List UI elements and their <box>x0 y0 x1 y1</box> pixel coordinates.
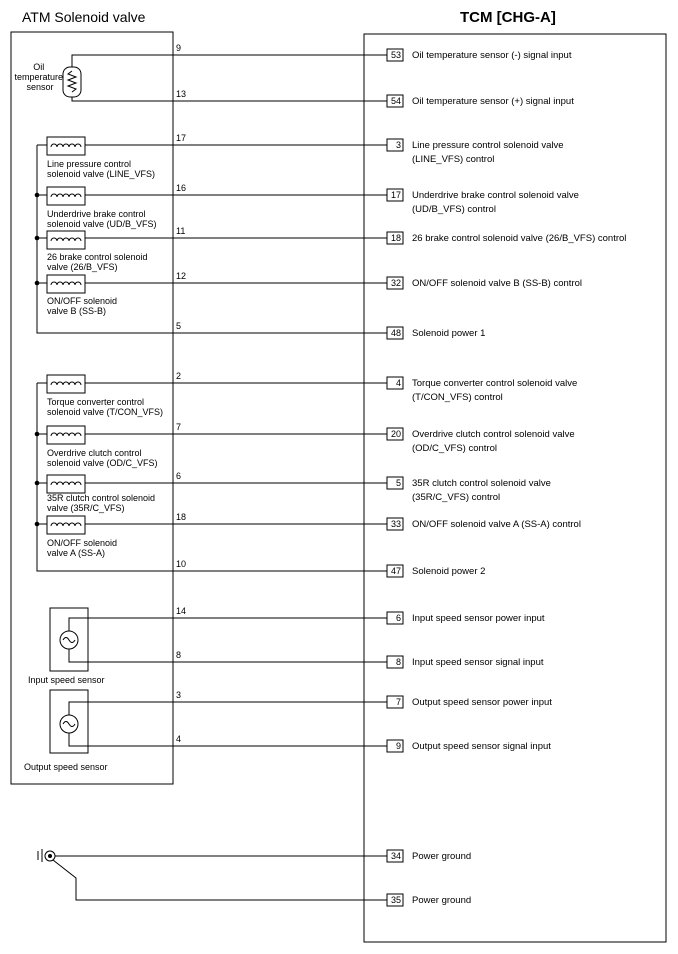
tcm-pin-number: 54 <box>390 96 401 106</box>
junction-dot <box>35 481 40 486</box>
solenoid-torque-converter <box>47 375 163 417</box>
tcm-pin-label: Power ground <box>412 851 472 862</box>
solenoid-group-1 <box>35 137 387 333</box>
tcm-pin-label: Solenoid power 1 <box>412 328 486 339</box>
tcm-pin-number: 48 <box>390 328 401 338</box>
svg-text:Overdrive clutch controlsoleno: Overdrive clutch control solenoid valve (OD/C_VFS) <box>47 448 158 468</box>
wire-number: 2 <box>176 371 182 381</box>
tcm-pin-number: 17 <box>390 190 401 200</box>
junction-dot <box>35 193 40 198</box>
tcm-pin-label: Torque converter control solenoid valve (T/CON_VFS) control <box>412 378 578 403</box>
wire-number: 13 <box>176 89 187 99</box>
wire-number: 6 <box>176 471 182 481</box>
svg-text:Line pressure controlsolenoid: Line pressure control solenoid valve (LINE_VFS) <box>47 159 156 179</box>
input-speed-sensor <box>28 608 387 685</box>
oil-sensor-label-3: sensor <box>26 82 54 92</box>
tcm-pin-label: Overdrive clutch control solenoid valve (OD/C_VFS) control <box>412 429 575 454</box>
coil-icon <box>47 137 85 155</box>
output-speed-sensor <box>24 690 387 772</box>
solenoid-group-2 <box>35 375 387 571</box>
tcm-pin-label: Solenoid power 2 <box>412 566 486 577</box>
tcm-pin-label: Oil temperature sensor (-) signal input <box>412 50 572 61</box>
tcm-pin-number: 32 <box>390 278 401 288</box>
tcm-pin-label: 35R clutch control solenoid valve (35R/C_VFS) control <box>412 478 551 503</box>
tcm-pin-label: Oil temperature sensor (+) signal input <box>412 96 574 107</box>
oil-sensor-label-2: temperature <box>14 72 64 82</box>
tcm-pin-number: 34 <box>390 851 401 861</box>
coil-icon <box>47 275 85 293</box>
junction-dot <box>35 236 40 241</box>
tcm-pin-number: 47 <box>390 566 401 576</box>
coil-icon <box>47 475 85 493</box>
tcm-pin-number: 3 <box>395 140 401 150</box>
output-speed-sensor-label: Output speed sensor <box>24 762 108 772</box>
tcm-pin-label: Line pressure control solenoid valve (LINE_VFS) control <box>412 140 564 165</box>
tcm-pin-label: ON/OFF solenoid valve B (SS-B) control <box>412 278 582 289</box>
solenoid-26-brake <box>47 231 148 272</box>
solenoid-underdrive-brake <box>47 187 157 229</box>
wire-number: 12 <box>176 271 187 281</box>
junction-dot <box>35 432 40 437</box>
coil-icon <box>47 187 85 205</box>
tcm-title: TCM [CHG-A] <box>460 9 556 26</box>
tcm-pin-number: 9 <box>395 741 401 751</box>
tcm-pin-number: 35 <box>390 895 401 905</box>
tcm-pin-number: 53 <box>390 50 401 60</box>
wire-number: 5 <box>176 321 182 331</box>
svg-text:35R clutch control solenoidval: 35R clutch control solenoid valve (35R/C_VFS) <box>47 493 156 513</box>
tcm-pin-number: 20 <box>390 429 401 439</box>
svg-text:ON/OFF solenoidvalve A (SS-A): ON/OFF solenoid valve A (SS-A) <box>47 538 118 558</box>
svg-text:Underdrive brake controlsoleno: Underdrive brake control solenoid valve (UD/B_VFS) <box>47 209 157 229</box>
input-speed-sensor-label: Input speed sensor <box>28 675 105 685</box>
wire-number: 4 <box>176 734 182 744</box>
tcm-pin-number: 7 <box>395 697 401 707</box>
tcm-pin-label: 26 brake control solenoid valve (26/B_VFS) control <box>412 233 627 244</box>
tcm-pin-label: Input speed sensor power input <box>412 613 545 624</box>
junction-dot <box>35 281 40 286</box>
solenoid-overdrive-clutch <box>47 426 158 468</box>
wire-number: 9 <box>176 43 182 53</box>
tcm-pin-label: Output speed sensor power input <box>412 697 552 708</box>
svg-text:Torque converter controlsoleno: Torque converter control solenoid valve (T/CON_VFS) <box>47 397 164 417</box>
junction-dot <box>35 522 40 527</box>
wire-number: 3 <box>176 690 182 700</box>
tcm-pin-number: 18 <box>390 233 401 243</box>
atm-solenoid-title: ATM Solenoid valve <box>22 9 146 25</box>
tcm-pin-number: 33 <box>390 519 401 529</box>
oil-sensor-label-1: Oil <box>33 62 45 72</box>
wire-labels <box>176 43 626 906</box>
coil-icon <box>47 231 85 249</box>
solenoid-line-pressure <box>47 137 155 179</box>
tcm-pin-label: Input speed sensor signal input <box>412 657 544 668</box>
solenoid-on-off-a <box>47 516 117 558</box>
tcm-pin-number: 5 <box>395 478 401 488</box>
wire-number: 14 <box>176 606 187 616</box>
wire-number: 11 <box>176 226 186 236</box>
solenoid-on-off-b <box>47 275 117 316</box>
wire-number: 8 <box>176 650 182 660</box>
tcm-pin-label: Output speed sensor signal input <box>412 741 551 752</box>
tcm-pin-label: Power ground <box>412 895 472 906</box>
coil-icon <box>47 516 85 534</box>
wire-number: 18 <box>176 512 187 522</box>
ground-icon <box>38 849 42 862</box>
tcm-pin-number: 8 <box>395 657 401 667</box>
wire-number: 10 <box>176 559 187 569</box>
wire-number: 7 <box>176 422 182 432</box>
svg-text:ON/OFF solenoidvalve B (SS-B): ON/OFF solenoid valve B (SS-B) <box>47 296 118 316</box>
svg-text:26 brake control solenoidvalve: 26 brake control solenoid valve (26/B_VFS) <box>47 252 148 272</box>
oil-temperature-sensor <box>14 55 387 101</box>
coil-icon <box>47 426 85 444</box>
tcm-pin-label: ON/OFF solenoid valve A (SS-A) control <box>412 519 581 530</box>
tcm-pin-number: 6 <box>395 613 401 623</box>
coil-icon <box>47 375 85 393</box>
solenoid-35r-clutch <box>47 475 155 513</box>
wire-number: 16 <box>176 183 187 193</box>
tcm-pin-number: 4 <box>395 378 401 388</box>
wire-number: 17 <box>176 133 187 143</box>
ground-symbol <box>38 849 387 900</box>
tcm-pin-label: Underdrive brake control solenoid valve (UD/B_VFS) control <box>412 190 579 215</box>
svg-text:Oil temperature se <box>14 62 65 92</box>
